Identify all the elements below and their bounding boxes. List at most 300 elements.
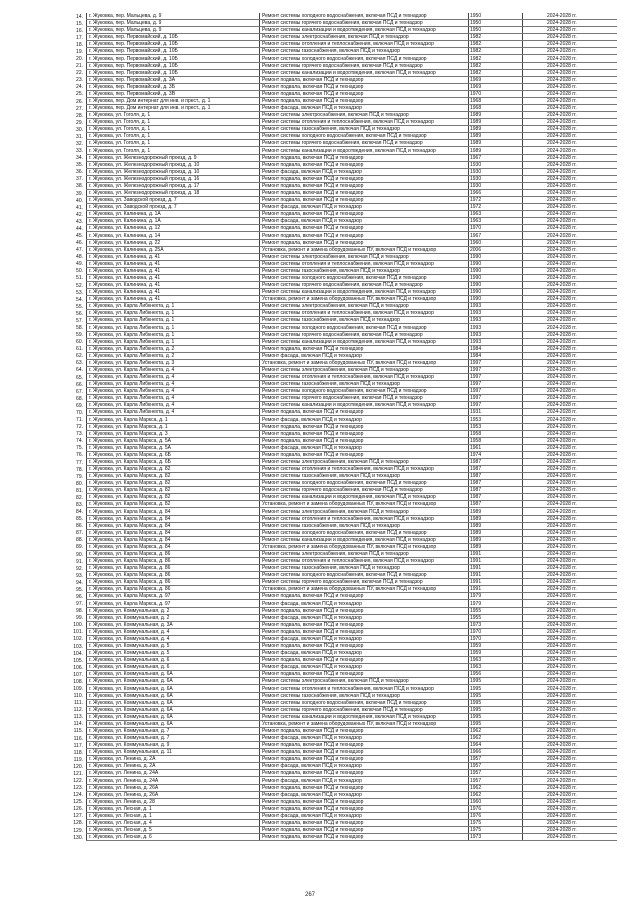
year-cell: 1987 [469,466,523,473]
table-row [66,451,617,458]
row-number: 43. [76,218,83,225]
year-cell: 1987 [469,458,523,465]
row-number: 121. [73,770,83,777]
work-type-cell: Ремонт системы горячего водоснабжения, включая ПСД и технадзор [260,62,469,69]
address-cell: г. Жуковка, ул. Карла Маркса, д. 97 [87,600,260,607]
row-number: 104. [73,650,83,657]
address-cell: г. Жуковка, ул. Карла Маркса, д. 86 [87,586,260,593]
row-number: 24. [76,84,83,91]
address-cell: г. Жуковка, пер. Первомайский, д. 10Б [87,69,260,76]
period-cell: 2024-2028 гг. [523,466,618,473]
table-row [66,133,617,140]
work-type-cell: Ремонт системы газоснабжения, включая ПСД и технадзор [260,381,469,388]
period-cell: 2024-2028 гг. [523,218,618,225]
table-body [66,13,617,841]
period-cell: 2024-2028 гг. [523,239,618,246]
year-cell: 1989 [469,515,523,522]
row-number: 73. [76,431,83,438]
work-type-cell: Ремонт фасада, включая ПСД и технадзор [260,791,469,798]
row-number: 81. [76,487,83,494]
year-cell: 1987 [469,501,523,508]
row-number: 47. [76,247,83,254]
period-cell: 2024-2028 гг. [523,402,618,409]
row-number: 114. [73,721,83,728]
table-row [66,791,617,798]
work-type-cell: Ремонт подвала, включая ПСД и технадзор [260,784,469,791]
table-row [66,416,617,423]
period-cell: 2024-2028 гг. [523,692,618,699]
address-cell: г. Жуковка, пер. Первомайский, д. 10Б [87,48,260,55]
year-cell: 1982 [469,69,523,76]
year-cell: 1970 [469,635,523,642]
table-row [66,720,617,727]
table-row [66,423,617,430]
table-row [66,515,617,522]
row-number: 16. [76,27,83,34]
period-cell: 2024-2028 гг. [523,140,618,147]
work-type-cell: Ремонт системы электроснабжения, включая ПСД и технадзор [260,112,469,119]
work-type-cell: Ремонт системы электроснабжения, включая ПСД и технадзор [260,508,469,515]
table-row [66,621,617,628]
period-cell: 2024-2028 гг. [523,650,618,657]
period-cell: 2024-2028 гг. [523,27,618,34]
work-type-cell: Ремонт системы отопления и теплоснабжения, включая ПСД и технадзор [260,466,469,473]
table-row [66,381,617,388]
row-number: 36. [76,169,83,176]
address-cell: г. Жуковка, пер. Мальцева, д. 9 [87,27,260,34]
table-row [66,458,617,465]
year-cell: 1963 [469,218,523,225]
address-cell: г. Жуковка, ул. Ленина, д. 26А [87,784,260,791]
table-row [66,409,617,416]
year-cell: 1995 [469,713,523,720]
address-cell: г. Жуковка, ул. Калинина, д. 41 [87,296,260,303]
work-type-cell: Ремонт системы электроснабжения, включая ПСД и технадзор [260,678,469,685]
table-row [66,388,617,395]
row-number: 61. [76,346,83,353]
address-cell: г. Жуковка, ул. Коммунальная, д. 6 [87,657,260,664]
page-number: 267 [305,892,316,898]
year-cell: 1975 [469,819,523,826]
year-cell: 1966 [469,189,523,196]
address-cell: г. Жуковка, пер. Первомайский, д. 3А [87,76,260,83]
work-type-cell: Ремонт фасада, включая ПСД и технадзор [260,168,469,175]
address-cell: г. Жуковка, ул. Карла Либкнехта, д. 4 [87,402,260,409]
work-type-cell: Ремонт фасада, включая ПСД и технадзор [260,352,469,359]
period-cell: 2024-2028 гг. [523,416,618,423]
address-cell: г. Жуковка, ул. Коммунальная, д. 6А [87,678,260,685]
row-number: 54. [76,296,83,303]
table-row [66,112,617,119]
year-cell: 1953 [469,423,523,430]
period-cell: 2024-2028 гг. [523,168,618,175]
table-row [66,678,617,685]
work-type-cell: Ремонт системы канализации и водоотведения, включая ПСД и технадзор [260,338,469,345]
address-cell: г. Жуковка, ул. Коммунальная, д. 7 [87,727,260,734]
period-cell: 2024-2028 гг. [523,671,618,678]
row-number: 70. [76,409,83,416]
year-cell: 1930 [469,175,523,182]
work-type-cell: Ремонт подвала, включая ПСД и технадзор [260,239,469,246]
period-cell: 2024-2028 гг. [523,550,618,557]
table-row [66,13,617,20]
work-type-cell: Ремонт подвала, включая ПСД и технадзор [260,90,469,97]
address-cell: г. Жуковка, ул. Карла Маркса, д. 84 [87,529,260,536]
table-row [66,317,617,324]
year-cell: 1989 [469,147,523,154]
row-number: 58. [76,325,83,332]
address-cell: г. Жуковка, ул. Коммунальная, д. 6А [87,706,260,713]
work-type-cell: Ремонт системы газоснабжения, включая ПСД и технадзор [260,692,469,699]
row-number: 17. [76,34,83,41]
address-cell: г. Жуковка, ул. Коммунальная, д. 6А [87,692,260,699]
work-type-cell: Ремонт фасада, включая ПСД и технадзор [260,650,469,657]
address-cell: г. Жуковка, ул. Железнодорожный проезд, д. 17 [87,182,260,189]
year-cell: 1982 [469,62,523,69]
year-cell: 1950 [469,13,523,20]
row-number: 87. [76,530,83,537]
row-number: 122. [73,778,83,785]
row-number: 83. [76,501,83,508]
address-cell: г. Жуковка, ул. Лесная, д. 1 [87,805,260,812]
row-number: 19. [76,48,83,55]
work-type-cell: Ремонт подвала, включая ПСД и технадзор [260,628,469,635]
row-number: 15. [76,20,83,27]
row-number: 71. [76,417,83,424]
row-number: 115. [73,728,83,735]
table-row [66,671,617,678]
year-cell: 1993 [469,303,523,310]
address-cell: г. Жуковка, ул. Карла Маркса, д. 82 [87,473,260,480]
year-cell: 1989 [469,543,523,550]
year-cell: 1990 [469,296,523,303]
table-row [66,770,617,777]
year-cell: 1987 [469,494,523,501]
row-number: 42. [76,211,83,218]
year-cell: 1997 [469,388,523,395]
period-cell: 2024-2028 гг. [523,324,618,331]
year-cell: 1962 [469,727,523,734]
address-cell: г. Жуковка, ул. Ленина, д. 28 [87,798,260,805]
table-row [66,572,617,579]
work-type-cell: Ремонт системы электроснабжения, включая ПСД и технадзор [260,366,469,373]
address-cell: г. Жуковка, ул. Гоголя, д. 1 [87,147,260,154]
period-cell: 2024-2028 гг. [523,621,618,628]
address-cell: г. Жуковка, пер. Дом интернат для инв. и прест., д. 1 [87,105,260,112]
address-cell: г. Жуковка, ул. Калинина, д. 41 [87,289,260,296]
address-cell: г. Жуковка, ул. Коммунальная, д. 6А [87,671,260,678]
period-cell: 2024-2028 гг. [523,600,618,607]
period-cell: 2024-2028 гг. [523,34,618,41]
address-cell: г. Жуковка, ул. Карла Маркса, д. 82 [87,494,260,501]
table-row [66,437,617,444]
row-number: 63. [76,360,83,367]
work-type-cell: Ремонт подвала, включая ПСД и технадзор [260,770,469,777]
year-cell: 1963 [469,211,523,218]
row-number: 91. [76,558,83,565]
table-row [66,62,617,69]
work-type-cell: Ремонт подвала, включая ПСД и технадзор [260,211,469,218]
work-type-cell: Ремонт системы холодного водоснабжения, включая ПСД и технадзор [260,480,469,487]
row-number: 99. [76,615,83,622]
row-number: 59. [76,332,83,339]
table-row [66,494,617,501]
table-row [66,558,617,565]
table-row [66,324,617,331]
period-cell: 2024-2028 гг. [523,260,618,267]
row-number: 116. [73,735,83,742]
work-type-cell: Ремонт подвала, включая ПСД и технадзор [260,607,469,614]
year-cell: 1984 [469,345,523,352]
address-cell: г. Жуковка, ул. Карла Либкнехта, д. 4 [87,381,260,388]
table-row [66,593,617,600]
table-row [66,756,617,763]
year-cell: 1950 [469,20,523,27]
period-cell: 2024-2028 гг. [523,204,618,211]
year-cell: 1989 [469,112,523,119]
period-cell: 2024-2028 гг. [523,565,618,572]
address-cell: г. Жуковка, ул. Карла Маркса, д. 82 [87,466,260,473]
table-row [66,232,617,239]
period-cell: 2024-2028 гг. [523,126,618,133]
year-cell: 1993 [469,331,523,338]
period-cell: 2024-2028 гг. [523,678,618,685]
row-number: 78. [76,466,83,473]
address-cell: г. Жуковка, ул. Калинина, д. 25А [87,246,260,253]
row-number: 62. [76,353,83,360]
table-row [66,586,617,593]
table-row [66,430,617,437]
address-cell: г. Жуковка, ул. Коммунальная, д. 3А [87,621,260,628]
table-row [66,246,617,253]
work-type-cell: Ремонт фасада, включая ПСД и технадзор [260,777,469,784]
work-type-cell: Ремонт фасада, включая ПСД и технадзор [260,444,469,451]
work-type-cell: Ремонт подвала, включая ПСД и технадзор [260,175,469,182]
table-row [66,140,617,147]
address-cell: г. Жуковка, ул. Карла Либкнехта, д. 2 [87,352,260,359]
year-cell: 1995 [469,720,523,727]
period-cell: 2024-2028 гг. [523,388,618,395]
table-row [66,119,617,126]
row-number: 41. [76,204,83,211]
year-cell: 1970 [469,628,523,635]
row-number: 102. [73,636,83,643]
row-number: 55. [76,303,83,310]
table-row [66,834,617,841]
year-cell: 1991 [469,572,523,579]
row-number: 108. [73,678,83,685]
work-type-cell: Ремонт системы холодного водоснабжения, включая ПСД и технадзор [260,572,469,579]
year-cell: 1963 [469,657,523,664]
address-cell: г. Жуковка, ул. Карла Маркса, д. 84 [87,536,260,543]
table-row [66,211,617,218]
year-cell: 1987 [469,487,523,494]
work-type-cell: Установка, ремонт и замена оборудованных ПУ, включая ПСД и технадзор [260,501,469,508]
row-number: 89. [76,544,83,551]
address-cell: г. Жуковка, ул. Железнодорожный проезд, д. 16 [87,175,260,182]
address-cell: г. Жуковка, ул. Заводской проезд, д. 7 [87,204,260,211]
work-type-cell: Ремонт системы холодного водоснабжения, включая ПСД и технадзор [260,699,469,706]
year-cell: 1957 [469,756,523,763]
year-cell: 1979 [469,593,523,600]
period-cell: 2024-2028 гг. [523,657,618,664]
row-number: 93. [76,572,83,579]
address-cell: г. Жуковка, ул. Калинина, д. 41 [87,274,260,281]
address-cell: г. Жуковка, ул. Карла Маркса, д. 82 [87,487,260,494]
row-number: 68. [76,395,83,402]
work-type-cell: Ремонт подвала, включая ПСД и технадзор [260,409,469,416]
address-cell: г. Жуковка, ул. Лесная, д. 5 [87,826,260,833]
work-type-cell: Ремонт подвала, включая ПСД и технадзор [260,197,469,204]
work-type-cell: Ремонт системы горячего водоснабжения, включая ПСД и технадзор [260,579,469,586]
period-cell: 2024-2028 гг. [523,734,618,741]
period-cell: 2024-2028 гг. [523,423,618,430]
repair-schedule-table [66,13,617,841]
table-row [66,826,617,833]
address-cell: г. Жуковка, ул. Коммунальная, д. 6 [87,664,260,671]
period-cell: 2024-2028 гг. [523,359,618,366]
table-row [66,55,617,62]
address-cell: г. Жуковка, ул. Карла Маркса, д. 6Б [87,451,260,458]
row-number: 76. [76,452,83,459]
year-cell: 1968 [469,97,523,104]
address-cell: г. Жуковка, ул. Карла Либкнехта, д. 3 [87,359,260,366]
row-number: 40. [76,197,83,204]
year-cell: 1991 [469,565,523,572]
address-cell: г. Жуковка, ул. Карла Маркса, д. 1 [87,416,260,423]
work-type-cell: Ремонт системы канализации и водоотведения, включая ПСД и технадзор [260,69,469,76]
address-cell: г. Жуковка, ул. Карла Либкнехта, д. 1 [87,310,260,317]
period-cell: 2024-2028 гг. [523,381,618,388]
row-number: 69. [76,402,83,409]
address-cell: г. Жуковка, ул. Железнодорожный проезд, д. 9 [87,154,260,161]
period-cell: 2024-2028 гг. [523,182,618,189]
address-cell: г. Жуковка, ул. Лесная, д. 1 [87,812,260,819]
address-cell: г. Жуковка, ул. Коммунальная, д. 9 [87,742,260,749]
period-cell: 2024-2028 гг. [523,274,618,281]
period-cell: 2024-2028 гг. [523,97,618,104]
table-row [66,742,617,749]
work-type-cell: Ремонт системы газоснабжения, включая ПСД и технадзор [260,267,469,274]
work-type-cell: Ремонт подвала, включая ПСД и технадзор [260,798,469,805]
row-number: 22. [76,70,83,77]
table-row [66,281,617,288]
period-cell: 2024-2028 гг. [523,451,618,458]
year-cell: 1964 [469,742,523,749]
work-type-cell: Установка, ремонт и замена оборудованных ПУ, включая ПСД и технадзор [260,359,469,366]
table-row [66,529,617,536]
row-number: 20. [76,56,83,63]
work-type-cell: Ремонт подвала, включая ПСД и технадзор [260,657,469,664]
table-row [66,628,617,635]
period-cell: 2024-2028 гг. [523,628,618,635]
address-cell: г. Жуковка, ул. Ленина, д. 24А [87,770,260,777]
table-row [66,784,617,791]
address-cell: г. Жуковка, ул. Гоголя, д. 1 [87,140,260,147]
address-cell: г. Жуковка, ул. Карла Либкнехта, д. 1 [87,303,260,310]
year-cell: 1989 [469,126,523,133]
period-cell: 2024-2028 гг. [523,366,618,373]
year-cell: 1990 [469,289,523,296]
row-number: 123. [73,785,83,792]
row-number: 118. [73,749,83,756]
row-number: 14. [76,13,83,20]
row-number: 111. [74,700,83,707]
row-number: 57. [76,317,83,324]
year-cell: 1957 [469,770,523,777]
table-row [66,466,617,473]
period-cell: 2024-2028 гг. [523,642,618,649]
work-type-cell: Ремонт системы горячего водоснабжения, включая ПСД и технадзор [260,487,469,494]
address-cell: г. Жуковка, ул. Карла Маркса, д. 6Б [87,458,260,465]
period-cell: 2024-2028 гг. [523,763,618,770]
address-cell: г. Жуковка, ул. Карла Маркса, д. 82 [87,501,260,508]
work-type-cell: Ремонт системы отопления и теплоснабжения, включая ПСД и технадзор [260,260,469,267]
address-cell: г. Жуковка, ул. Гоголя, д. 1 [87,119,260,126]
address-cell: г. Жуковка, ул. Карла Маркса, д. 5А [87,437,260,444]
address-cell: г. Жуковка, ул. Калинина, д. 41 [87,281,260,288]
work-type-cell: Ремонт системы горячего водоснабжения, включая ПСД и технадзор [260,706,469,713]
year-cell: 1993 [469,310,523,317]
row-number: 126. [73,806,83,813]
period-cell: 2024-2028 гг. [523,281,618,288]
period-cell: 2024-2028 гг. [523,635,618,642]
period-cell: 2024-2028 гг. [523,310,618,317]
work-type-cell: Ремонт системы электроснабжения, включая ПСД и технадзор [260,253,469,260]
work-type-cell: Ремонт системы горячего водоснабжения, включая ПСД и технадзор [260,140,469,147]
work-type-cell: Ремонт подвала, включая ПСД и технадзор [260,345,469,352]
row-number: 45. [76,233,83,239]
period-cell: 2024-2028 гг. [523,742,618,749]
row-number: 46. [76,240,83,247]
table-row [66,501,617,508]
period-cell: 2024-2028 гг. [523,211,618,218]
period-cell: 2024-2028 гг. [523,345,618,352]
table-row [66,90,617,97]
address-cell: г. Жуковка, пер. Мальцева, д. 9 [87,13,260,20]
period-cell: 2024-2028 гг. [523,543,618,550]
work-type-cell: Ремонт системы электроснабжения, включая ПСД и технадзор [260,303,469,310]
table-row [66,225,617,232]
table-row [66,154,617,161]
period-cell: 2024-2028 гг. [523,154,618,161]
table-row [66,642,617,649]
row-number: 30. [76,126,83,133]
work-type-cell: Ремонт подвала, включая ПСД и технадзор [260,642,469,649]
row-number: 125. [73,799,83,806]
address-cell: г. Жуковка, ул. Железнодорожный проезд, д. 10 [87,161,260,168]
period-cell: 2024-2028 гг. [523,48,618,55]
work-type-cell: Ремонт подвала, включая ПСД и технадзор [260,451,469,458]
table-row [66,310,617,317]
work-type-cell: Ремонт системы газоснабжения, включая ПСД и технадзор [260,522,469,529]
work-type-cell: Ремонт системы электроснабжения, включая ПСД и технадзор [260,34,469,41]
work-type-cell: Ремонт подвала, включая ПСД и технадзор [260,76,469,83]
year-cell: 1979 [469,600,523,607]
period-cell: 2024-2028 гг. [523,62,618,69]
work-type-cell: Ремонт подвала, включая ПСД и технадзор [260,826,469,833]
row-number: 75. [76,445,83,452]
table-row [66,69,617,76]
year-cell: 1970 [469,225,523,232]
year-cell: 1930 [469,182,523,189]
year-cell: 1982 [469,48,523,55]
table-row [66,352,617,359]
row-number: 33. [76,148,83,155]
year-cell: 1982 [469,34,523,41]
table-row [66,76,617,83]
table-row [66,267,617,274]
